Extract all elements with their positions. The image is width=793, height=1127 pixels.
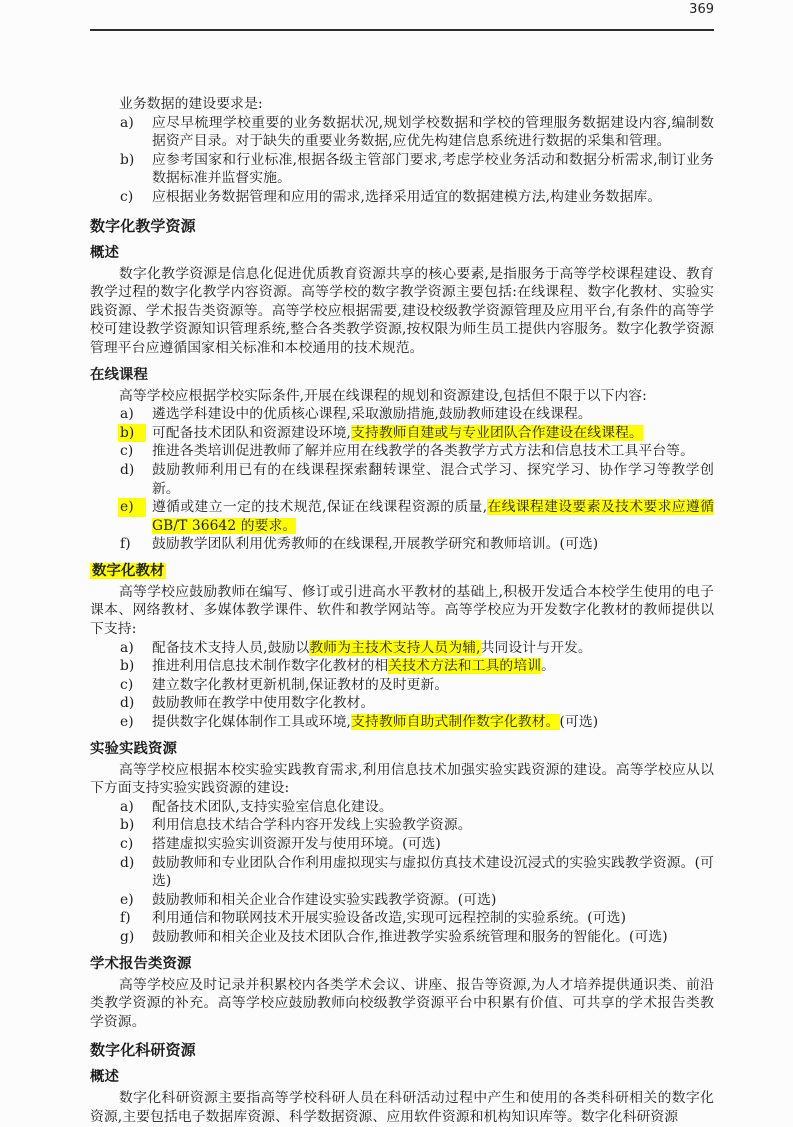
highlighted-heading <box>90 563 166 579</box>
section-heading <box>90 366 714 385</box>
text-run: 可配备技术团队和资源建设环境, <box>152 424 352 441</box>
list-item <box>90 816 714 835</box>
section-heading <box>90 955 714 974</box>
text-run: 数字化教学资源 <box>90 216 196 235</box>
list-item-text <box>152 929 668 945</box>
list-item-text <box>152 910 626 926</box>
page-number: 369 <box>689 2 714 17</box>
list-item-text <box>152 677 448 693</box>
text-run: 鼓励教学团队利用优秀教师的在线课程,开展教学研究和教师培训。(可选) <box>152 536 599 553</box>
text-run: 数字化科研资源 <box>90 1041 196 1060</box>
list-item <box>90 535 714 554</box>
text-run: 鼓励教师和相关企业合作建设实验实践教学资源。(可选) <box>152 891 497 908</box>
text-run: 搭建虚拟实验实训资源开发与使用环境。(可选) <box>152 836 441 852</box>
list-item <box>90 928 714 947</box>
list-item-label: g) <box>120 928 135 945</box>
list-item-label: f) <box>120 536 131 553</box>
list-item-label: d) <box>120 854 135 871</box>
list-item <box>90 639 714 658</box>
section-heading <box>90 217 714 236</box>
paragraph <box>90 761 714 798</box>
list-item <box>90 713 714 732</box>
list-item <box>90 114 714 151</box>
paragraph <box>90 95 714 114</box>
paragraph <box>90 1089 714 1126</box>
highlighted-text: 支持教师自助式制作数字化教材。 <box>351 714 560 731</box>
list-item-text <box>152 406 592 422</box>
text-run: 高等学校应鼓励教师在编写、修订或引进高水平教材的基础上,积极开发适合本校学生使用的电子课本、网络教材、多媒体教学课件、软件和教学网站等。高等学校应为开发数字化教材的教师提供以下支持: <box>90 583 714 638</box>
text-run: (可选) <box>559 714 599 731</box>
text-run: 鼓励教师和专业团队合作利用虚拟现实与虚拟仿真技术建设沉浸式的实验实践教学资源。(可选) <box>152 854 714 890</box>
text-run: 配备技术团队,支持实验室信息化建设。 <box>152 798 393 815</box>
list-item-label: b) <box>120 817 135 834</box>
text-run: 推进各类培训促进教师了解并应用在线教学的各类教学方式方法和信息技术工具平台等。 <box>152 443 694 460</box>
list-item-label: c) <box>120 443 134 460</box>
text-run: 共同设计与开发。 <box>480 639 592 656</box>
list-item-label: e) <box>120 714 134 731</box>
list-item-label: c) <box>120 836 134 852</box>
list-item-text <box>152 536 598 552</box>
text-run: 遵循或建立一定的技术规范,保证在线课程资源的质量, <box>152 499 488 516</box>
paragraph <box>90 583 714 639</box>
list-item-label: d) <box>120 695 135 712</box>
paragraph <box>90 976 714 1032</box>
list-item-label: b) <box>118 424 146 443</box>
text-run: 数字化教材 <box>92 562 165 579</box>
list-item <box>90 676 714 695</box>
section-heading <box>90 1041 714 1060</box>
list-item-label: a) <box>120 406 134 423</box>
list-item-label: a) <box>120 114 134 131</box>
text-run: 遴选学科建设中的优质核心课程,采取激励措施,鼓励教师建设在线课程。 <box>152 406 592 423</box>
header-rule <box>90 29 714 31</box>
list-item <box>90 835 714 854</box>
list-item-text <box>152 115 714 150</box>
list-item-text <box>152 892 497 908</box>
list-item-text <box>152 152 714 187</box>
paragraph <box>90 387 714 406</box>
section-heading <box>90 1068 714 1087</box>
list-item <box>90 891 714 910</box>
list-item <box>90 151 714 188</box>
text-run: 在线课程 <box>90 366 148 383</box>
list-item-label: c) <box>120 188 134 205</box>
list-item-label: a) <box>120 798 134 815</box>
section-heading <box>90 244 714 263</box>
list-item-text <box>152 443 694 459</box>
text-run: 高等学校应根据本校实验实践教育需求,利用信息技术加强实验实践资源的建设。高等学校应从以下方面支持实验实践资源的建设: <box>90 761 714 797</box>
text-run: 概述 <box>90 244 119 261</box>
list-item-text <box>152 836 441 852</box>
list-item-text <box>152 817 472 833</box>
list-item-label: e) <box>120 891 134 908</box>
list-item <box>90 188 714 207</box>
highlighted-text: 关技术方法和工具的培训 <box>388 658 542 675</box>
list-item-text <box>152 799 393 815</box>
text-run: 配备技术支持人员,鼓励以 <box>152 639 310 656</box>
text-run: 高等学校应及时记录并积累校内各类学术会议、讲座、报告等资源,为人才培养提供通识类、前沿类教学资源的补充。高等学校应鼓励教师向校级教学资源平台中积累有价值、可共享的学术报告类教学资源。 <box>90 976 714 1030</box>
list-item <box>90 798 714 817</box>
list-item-label: a) <box>120 639 134 656</box>
highlighted-text: 支持教师自建或与专业团队合作建设在线课程。 <box>351 424 643 441</box>
list-item <box>90 694 714 713</box>
text-run: 鼓励教师和相关企业及技术团队合作,推进教学实验系统管理和服务的智能化。(可选) <box>152 928 668 945</box>
list-item-label: b) <box>120 658 135 675</box>
list-item-text <box>152 189 661 205</box>
text-run: 数字化教学资源是信息化促进优质教育资源共享的核心要素,是指服务于高等学校课程建设、教育教学过程的数字化教学内容资源。高等学校的数字教学资源主要包括:在线课程、数字化教材、实验实践资源、学术报告类资源等。高等学校应根据需要,建设校级教学资源管理及应用平台,有条件的高等学校可建设教学资源知识管理系统,整合各类教学资源,按权限为师生员工提供内容服务。数字化教学资源管理平台应遵循国家相关标准和本校通用的技术规范。 <box>90 265 714 356</box>
text-run: 鼓励教师在教学中使用数字化教材。 <box>152 695 375 712</box>
paragraph <box>90 265 714 358</box>
list-item <box>90 657 714 676</box>
section-heading <box>90 562 714 581</box>
text-run: 概述 <box>90 1069 119 1086</box>
text-run: 。 <box>541 658 556 675</box>
text-run: 应根据业务数据管理和应用的需求,选择采用适宜的数据建模方法,构建业务数据库。 <box>152 188 662 205</box>
text-run: 利用通信和物联网技术开展实验设备改造,实现可远程控制的实验系统。(可选) <box>152 910 627 927</box>
list-item-label: b) <box>120 151 135 168</box>
text-run: 鼓励教师利用已有的在线课程探索翻转课堂、混合式学习、探究学习、协作学习等教学创新。 <box>152 461 714 497</box>
text-run: 推进利用信息技术制作数字化教材的相 <box>152 658 389 675</box>
list-item <box>90 405 714 424</box>
text-run: 数字化科研资源主要指高等学校科研人员在科研活动过程中产生和使用的各类科研相关的数字化资源,主要包括电子数据库资源、科学数据资源、应用软件资源和机构知识库等。数字化科研资源 <box>90 1090 714 1125</box>
list-item-text <box>152 462 714 497</box>
list-item-label: f) <box>120 910 131 927</box>
list-item-text <box>152 714 598 730</box>
list-item-label: e) <box>118 498 146 517</box>
list-item-text <box>152 499 714 534</box>
ordered-list <box>90 114 714 207</box>
list-item <box>90 909 714 928</box>
text-run: 应参考国家和行业标准,根据各级主管部门要求,考虑学校业务活动和数据分析需求,制订业务数据标准并监督实施。 <box>152 151 714 187</box>
ordered-list <box>90 405 714 554</box>
text-run: 提供数字化媒体制作工具或环境, <box>152 714 352 731</box>
list-item <box>90 461 714 498</box>
list-item-label: d) <box>120 461 135 478</box>
text-run: 业务数据的建设要求是: <box>119 96 263 112</box>
document-content <box>90 95 714 1127</box>
highlighted-text: 在线课程建设要素及技术要求应遵循 GB/T 36642 的要求。 <box>152 499 714 534</box>
list-item-text <box>152 695 374 711</box>
section-heading <box>90 740 714 759</box>
text-run: 应尽早梳理学校重要的业务数据状况,规划学校数据和学校的管理服务数据建设内容,编制数据资产目录。对于缺失的重要业务数据,应优先构建信息系统进行数据的采集和管理。 <box>152 114 714 150</box>
ordered-list <box>90 798 714 947</box>
list-item-text <box>152 658 555 674</box>
text-run: 实验实践资源 <box>90 740 177 757</box>
list-item-label: c) <box>120 676 134 693</box>
ordered-list <box>90 639 714 732</box>
text-run: 高等学校应根据学校实际条件,开展在线课程的规划和资源建设,包括但不限于以下内容: <box>119 387 647 404</box>
text-run: 利用信息技术结合学科内容开发线上实验教学资源。 <box>152 817 472 834</box>
list-item <box>90 424 714 443</box>
list-item <box>90 442 714 461</box>
list-item <box>90 498 714 535</box>
list-item-text <box>152 640 592 656</box>
list-item <box>90 854 714 891</box>
list-item-text <box>152 425 643 441</box>
list-item-text <box>152 855 714 890</box>
highlighted-text: 教师为主技术支持人员为辅, <box>309 639 481 656</box>
text-run: 建立数字化教材更新机制,保证教材的及时更新。 <box>152 676 449 693</box>
text-run: 学术报告类资源 <box>90 955 192 972</box>
